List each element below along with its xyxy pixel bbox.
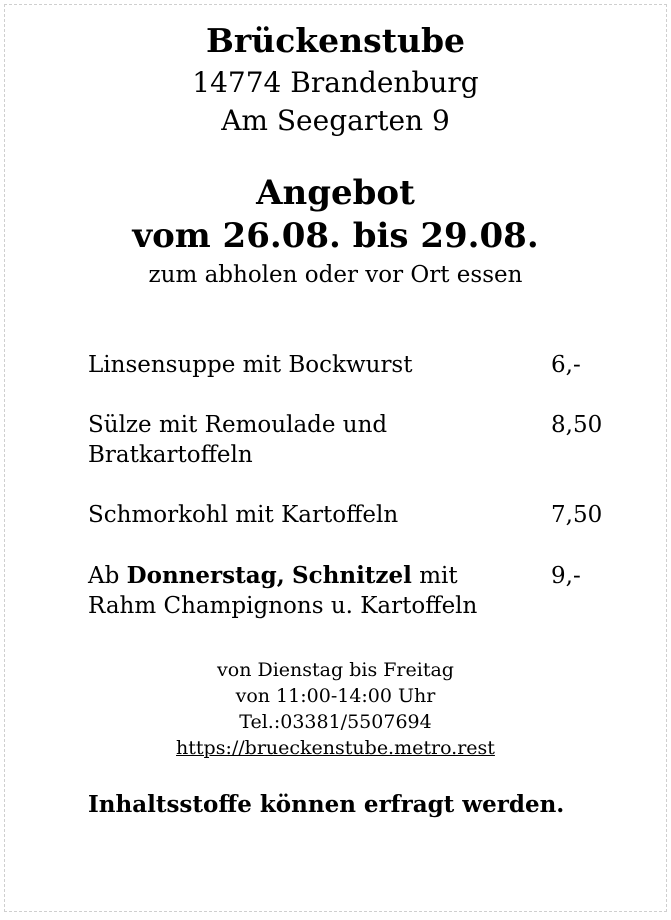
- menu-item: [88, 350, 628, 380]
- address-street: Am Seegarten 9: [221, 104, 450, 137]
- dish-day: Donnerstag,: [126, 562, 285, 589]
- offer-title: Angebot: [256, 173, 415, 213]
- dish-price: 9,-: [551, 563, 581, 589]
- allergen-note: Inhaltsstoffe können erfragt werden.: [88, 791, 565, 818]
- menu-page: [4, 4, 667, 912]
- website-link[interactable]: https://brueckenstube.metro.rest: [176, 737, 495, 759]
- menu-item: [88, 561, 628, 621]
- address-city: 14774 Brandenburg: [192, 66, 479, 99]
- dish-price: 8,50: [551, 412, 603, 438]
- offer-subtitle: zum abholen oder vor Ort essen: [148, 262, 523, 288]
- dish-name: [88, 561, 518, 621]
- dish-name: Schmorkohl mit Kartoffeln: [88, 502, 399, 528]
- dish-rest-line2: Rahm Champignons u. Kartoffeln: [88, 593, 478, 619]
- dish-rest: mit: [419, 563, 458, 589]
- offer-period: vom 26.08. bis 29.08.: [132, 216, 539, 256]
- menu-item: [88, 410, 628, 470]
- dish-highlight: Schnitzel: [292, 562, 412, 589]
- dish-prefix: Ab: [88, 563, 120, 589]
- dish-name: Sülze mit Remoulade und Bratkartoffeln: [88, 412, 388, 468]
- menu-item: [88, 500, 628, 530]
- dish-price: 7,50: [551, 502, 603, 528]
- opening-hours: von 11:00-14:00 Uhr: [235, 685, 436, 707]
- phone-number: Tel.:03381/5507694: [239, 711, 432, 733]
- restaurant-name: Brückenstube: [205, 21, 466, 60]
- dish-price: 6,-: [551, 352, 581, 378]
- opening-days: von Dienstag bis Freitag: [217, 659, 454, 681]
- dish-name: Linsensuppe mit Bockwurst: [88, 352, 413, 378]
